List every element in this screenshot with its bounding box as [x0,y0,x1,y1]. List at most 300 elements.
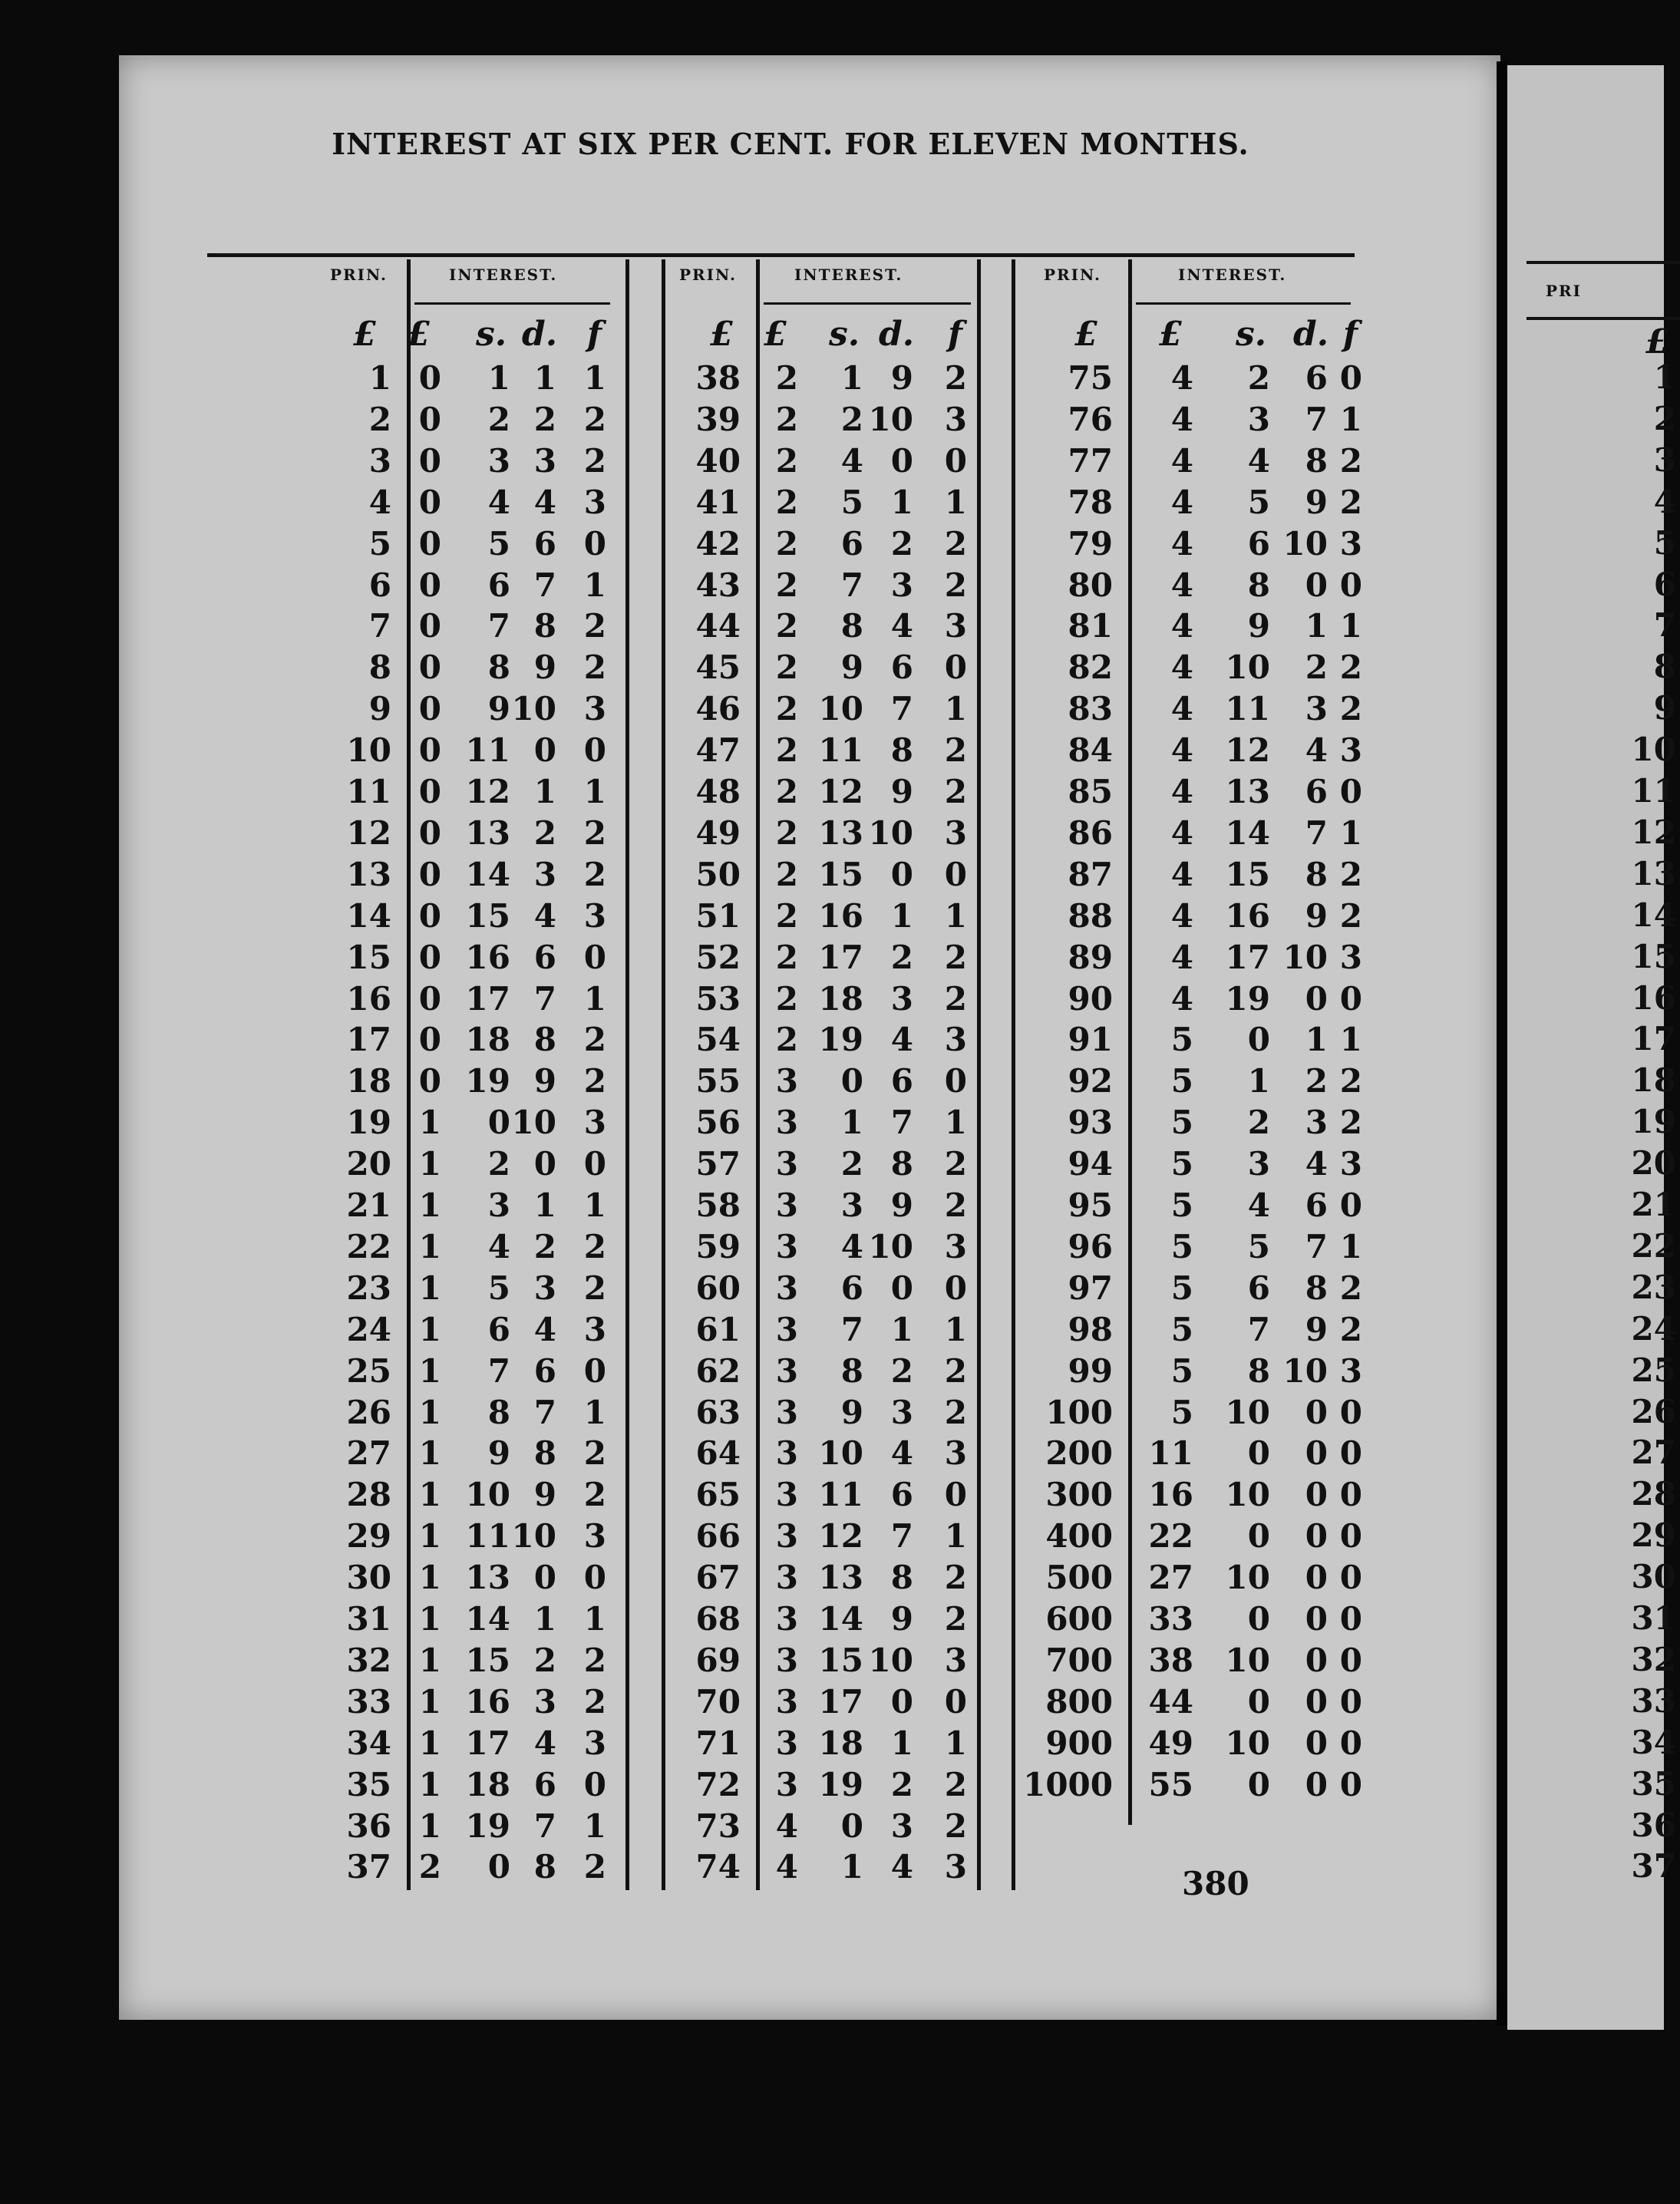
shillings-cell: 1 [840,1104,863,1142]
pence-cell: 6 [890,1476,913,1514]
farthings-cell: 2 [583,441,606,480]
principal-cell: 18 [346,1062,391,1100]
principal-cell: 36 [346,1806,391,1845]
principal-cell: 57 [695,1145,741,1183]
shillings-cell: 9 [487,690,510,728]
pence-cell: 0 [1305,1641,1328,1679]
pounds-cell: 2 [775,731,798,770]
farthings-cell: 3 [583,1517,606,1556]
shillings-cell: 14 [1225,813,1270,852]
pence-cell: 1 [1305,607,1328,645]
farthings-cell: 3 [583,896,606,935]
farthings-cell: 0 [583,938,606,976]
table-row [0,1143,1664,1185]
farthings-cell: 2 [944,1559,967,1597]
interest-header: INTEREST. [794,266,903,284]
pounds-cell: 0 [418,896,441,935]
pence-cell: 10 [1282,938,1328,976]
principal-cell: 78 [1068,483,1113,521]
farthings-cell: 2 [944,1393,967,1431]
pence-cell: 7 [533,979,556,1018]
pence-cell: 0 [1305,566,1328,604]
table-row [0,440,1664,482]
shilling-symbol: s. [476,315,507,354]
principal-cell: 71 [695,1724,741,1762]
farthings-cell: 2 [1339,441,1362,480]
shillings-cell: 11 [465,731,510,770]
pence-cell: 1 [533,1600,556,1638]
principal-cell: 5 [368,524,391,563]
shillings-cell: 3 [1247,1145,1270,1183]
shillings-cell: 12 [818,1517,863,1556]
principal-cell: 46 [695,690,741,728]
farthings-cell: 1 [583,359,606,397]
pence-cell: 2 [890,1765,913,1803]
pence-cell: 3 [1305,690,1328,728]
table-row [0,1640,1664,1681]
next-page-principal: 26 [1631,1392,1676,1430]
shillings-cell: 6 [840,524,863,563]
pence-cell: 6 [533,1765,556,1803]
next-page-principal: 18 [1631,1061,1676,1100]
farthings-cell: 3 [583,483,606,521]
principal-cell: 63 [695,1393,741,1431]
pounds-cell: 1 [418,1806,441,1845]
pence-cell: 0 [1305,1724,1328,1762]
shillings-cell: 17 [818,1682,863,1721]
pounds-cell: 1 [418,1724,441,1762]
table-row [0,813,1664,854]
shillings-cell: 10 [1225,1641,1270,1679]
principal-pound-symbol: £ [353,315,377,354]
pence-cell: 7 [1305,400,1328,438]
next-page-pound-symbol: £ [1645,322,1669,361]
pounds-cell: 27 [1148,1559,1193,1597]
pence-cell: 1 [890,1310,913,1348]
shillings-cell: 1 [840,359,863,397]
pounds-cell: 4 [1170,938,1193,976]
pence-cell: 2 [890,1351,913,1390]
pounds-cell: 5 [1170,1227,1193,1265]
pence-cell: 4 [533,483,556,521]
pounds-cell: 2 [775,979,798,1018]
pounds-cell: 11 [1148,1434,1193,1473]
pounds-cell: 2 [775,648,798,687]
farthings-cell: 0 [1339,1641,1362,1679]
farthings-cell: 0 [1339,1724,1362,1762]
farthing-symbol: f [1343,315,1358,354]
shillings-cell: 13 [465,813,510,852]
interest-pound-symbol: £ [1159,315,1183,354]
shillings-cell: 5 [487,1269,510,1307]
next-page-principal: 11 [1631,772,1676,810]
principal-cell: 29 [346,1517,391,1556]
farthings-cell: 1 [944,483,967,521]
next-page-principal: 16 [1631,978,1676,1017]
shillings-cell: 3 [840,1186,863,1224]
principal-cell: 88 [1068,896,1113,935]
farthing-symbol: f [948,315,962,354]
pence-cell: 2 [533,813,556,852]
pence-cell: 7 [533,1393,556,1431]
farthings-cell: 2 [944,979,967,1018]
next-page-principal: 24 [1631,1309,1676,1348]
farthings-cell: 1 [944,1310,967,1348]
pence-cell: 2 [533,400,556,438]
principal-cell: 52 [695,938,741,976]
shillings-cell: 2 [840,400,863,438]
shillings-cell: 9 [840,1393,863,1431]
shillings-cell: 3 [487,441,510,480]
next-page-principal: 3 [1653,440,1676,479]
farthings-cell: 3 [1339,1145,1362,1183]
farthings-cell: 0 [944,1062,967,1100]
next-page-principal: 20 [1631,1144,1676,1183]
table-row [0,1351,1664,1392]
pence-cell: 4 [533,896,556,935]
farthings-cell: 3 [583,1724,606,1762]
principal-cell: 800 [1045,1682,1113,1721]
principal-cell: 96 [1068,1227,1113,1265]
farthings-cell: 1 [583,773,606,810]
shillings-cell: 18 [465,1765,510,1803]
pounds-cell: 3 [775,1600,798,1638]
farthings-cell: 3 [944,1848,967,1886]
next-page-principal: 27 [1631,1434,1676,1472]
interest-header-rule [414,302,610,305]
table-row [0,1433,1664,1474]
farthings-cell: 0 [944,855,967,893]
principal-cell: 24 [346,1310,391,1348]
shillings-cell: 11 [1225,690,1270,728]
farthings-cell: 1 [583,1393,606,1431]
principal-cell: 85 [1068,773,1113,810]
shillings-cell: 6 [840,1269,863,1307]
shillings-cell: 10 [818,690,863,728]
principal-cell: 54 [695,1021,741,1059]
farthings-cell: 0 [944,1476,967,1514]
pence-cell: 9 [890,1600,913,1638]
farthings-cell: 0 [944,441,967,480]
next-page-principal: 15 [1631,937,1676,975]
farthings-cell: 2 [1339,1104,1362,1142]
farthings-cell: 3 [1339,524,1362,563]
pence-cell: 10 [868,813,913,852]
farthings-cell: 0 [583,1145,606,1183]
principal-cell: 20 [346,1145,391,1183]
principal-cell: 80 [1068,566,1113,604]
shillings-cell: 13 [465,1559,510,1597]
farthings-cell: 1 [583,1600,606,1638]
farthings-cell: 2 [583,400,606,438]
pounds-cell: 4 [1170,441,1193,480]
pounds-cell: 3 [775,1186,798,1224]
pounds-cell: 2 [775,773,798,810]
pounds-cell: 2 [775,690,798,728]
farthings-cell: 2 [1339,648,1362,687]
farthings-cell: 0 [1339,1682,1362,1721]
shillings-cell: 18 [465,1021,510,1059]
principal-cell: 68 [695,1600,741,1638]
pence-cell: 0 [1305,1434,1328,1473]
pounds-cell: 3 [775,1104,798,1142]
table-row [0,1474,1664,1516]
farthings-cell: 3 [944,607,967,645]
pounds-cell: 4 [1170,773,1193,810]
pence-cell: 9 [533,648,556,687]
shillings-cell: 14 [818,1600,863,1638]
next-page-principal: 8 [1653,648,1676,686]
shillings-cell: 19 [465,1806,510,1845]
pounds-cell: 3 [775,1476,798,1514]
pence-cell: 2 [1305,648,1328,687]
pence-cell: 0 [533,1145,556,1183]
principal-cell: 41 [695,483,741,521]
shilling-symbol: s. [829,315,860,354]
principal-cell: 60 [695,1269,741,1307]
principal-cell: 14 [346,896,391,935]
principal-cell: 91 [1068,1021,1113,1059]
pounds-cell: 0 [418,566,441,604]
pounds-cell: 2 [418,1848,441,1886]
shillings-cell: 0 [1247,1517,1270,1556]
farthings-cell: 0 [1339,1517,1362,1556]
pence-cell: 1 [533,773,556,810]
shillings-cell: 1 [487,359,510,397]
principal-cell: 12 [346,813,391,852]
table-row [0,688,1664,730]
pence-cell: 8 [533,1848,556,1886]
principal-cell: 72 [695,1765,741,1803]
shillings-cell: 7 [487,1351,510,1390]
next-page-principal: 33 [1631,1681,1676,1720]
pence-cell: 9 [533,1062,556,1100]
principal-cell: 99 [1068,1351,1113,1390]
next-page-principal: 21 [1631,1186,1676,1223]
shillings-cell: 17 [818,938,863,976]
pounds-cell: 0 [418,1021,441,1059]
principal-cell: 37 [346,1848,391,1886]
next-page-principal: 2 [1653,399,1676,437]
shillings-cell: 0 [1247,1434,1270,1473]
pounds-cell: 0 [418,400,441,438]
pence-cell: 2 [533,1227,556,1265]
principal-cell: 2 [368,400,391,438]
shillings-cell: 4 [487,1227,510,1265]
table-row [0,1061,1664,1102]
shillings-cell: 1 [840,1848,863,1886]
pence-cell: 3 [1305,1104,1328,1142]
farthing-symbol: f [587,315,602,354]
farthings-cell: 2 [1339,1062,1362,1100]
pence-cell: 1 [533,1186,556,1224]
shillings-cell: 2 [487,400,510,438]
shillings-cell: 16 [818,896,863,935]
pence-cell: 8 [1305,855,1328,893]
table-row [0,1185,1664,1226]
pounds-cell: 4 [1170,483,1193,521]
pence-cell: 0 [533,731,556,770]
next-page-principal: 7 [1653,606,1676,645]
farthings-cell: 3 [583,690,606,728]
principal-cell: 55 [695,1062,741,1100]
principal-cell: 16 [346,979,391,1018]
shillings-cell: 2 [1247,359,1270,397]
pounds-cell: 0 [418,607,441,645]
shillings-cell: 5 [1247,1227,1270,1265]
principal-cell: 31 [346,1600,391,1638]
principal-cell: 84 [1068,731,1113,770]
farthings-cell: 0 [944,1269,967,1307]
pounds-cell: 3 [775,1145,798,1183]
farthings-cell: 2 [1339,1269,1362,1307]
principal-cell: 87 [1068,855,1113,893]
principal-cell: 7 [368,607,391,645]
shillings-cell: 16 [1225,896,1270,935]
table-row [0,896,1664,937]
pence-symbol: d. [1293,315,1329,354]
farthings-cell: 2 [944,359,967,397]
principal-cell: 33 [346,1682,391,1721]
farthings-cell: 2 [944,1145,967,1183]
pounds-cell: 2 [775,896,798,935]
pounds-cell: 3 [775,1269,798,1307]
principal-cell: 28 [346,1476,391,1514]
farthings-cell: 2 [944,1600,967,1638]
table-row [0,1764,1664,1806]
pounds-cell: 4 [1170,400,1193,438]
pounds-cell: 0 [418,359,441,397]
next-page-principal: 35 [1631,1764,1676,1803]
shillings-cell: 19 [818,1021,863,1059]
pence-cell: 2 [890,938,913,976]
table-row [0,1268,1664,1309]
table-row [0,358,1664,399]
farthings-cell: 0 [583,524,606,563]
shillings-cell: 8 [1247,1351,1270,1390]
next-page-header: PRI [1546,282,1583,300]
next-page-principal: 14 [1631,896,1676,934]
interest-pound-symbol: £ [407,315,431,354]
farthings-cell: 1 [1339,1021,1362,1059]
pounds-cell: 1 [418,1641,441,1679]
shillings-cell: 15 [465,896,510,935]
farthings-cell: 2 [1339,1310,1362,1348]
pounds-cell: 5 [1170,1062,1193,1100]
table-row [0,1226,1664,1268]
farthings-cell: 1 [583,566,606,604]
pence-cell: 8 [1305,1269,1328,1307]
farthings-cell: 1 [944,896,967,935]
shillings-cell: 14 [465,855,510,893]
table-row [0,937,1664,978]
farthings-cell: 3 [583,1310,606,1348]
shillings-cell: 12 [465,773,510,810]
pence-cell: 3 [890,979,913,1018]
pounds-cell: 1 [418,1476,441,1514]
pence-cell: 6 [1305,773,1328,810]
shillings-cell: 8 [840,607,863,645]
principal-cell: 48 [695,773,741,810]
pounds-cell: 0 [418,524,441,563]
next-page-principal: 1 [1653,358,1676,396]
farthings-cell: 0 [1339,1434,1362,1473]
shillings-cell: 0 [1247,1600,1270,1638]
farthings-cell: 2 [944,1765,967,1803]
principal-cell: 94 [1068,1145,1113,1183]
shillings-cell: 14 [465,1600,510,1638]
shillings-cell: 0 [487,1848,510,1886]
principal-cell: 22 [346,1227,391,1265]
farthings-cell: 2 [583,1641,606,1679]
pence-cell: 0 [890,1682,913,1721]
pounds-cell: 3 [775,1641,798,1679]
shillings-cell: 6 [487,1310,510,1348]
pounds-cell: 0 [418,773,441,810]
next-page-principal: 25 [1631,1351,1676,1389]
pounds-cell: 55 [1148,1765,1193,1803]
pounds-cell: 4 [1170,607,1193,645]
farthings-cell: 0 [1339,1186,1362,1224]
principal-cell: 95 [1068,1186,1113,1224]
pence-cell: 6 [1305,359,1328,397]
shillings-cell: 0 [840,1062,863,1100]
pence-cell: 3 [890,1393,913,1431]
pounds-cell: 4 [1170,813,1193,852]
farthings-cell: 2 [583,1062,606,1100]
farthings-cell: 2 [944,1351,967,1390]
table-row [0,978,1664,1020]
pence-cell: 9 [890,1186,913,1224]
pounds-cell: 1 [418,1559,441,1597]
pence-cell: 0 [890,1269,913,1307]
next-page-principal: 19 [1631,1103,1676,1141]
principal-cell: 17 [346,1021,391,1059]
pence-cell: 0 [1305,979,1328,1018]
farthings-cell: 0 [1339,773,1362,810]
farthings-cell: 2 [583,1682,606,1721]
principal-cell: 97 [1068,1269,1113,1307]
shillings-cell: 18 [818,979,863,1018]
shillings-cell: 17 [1225,938,1270,976]
farthings-cell: 3 [1339,938,1362,976]
pence-cell: 8 [533,1021,556,1059]
farthings-cell: 2 [583,648,606,687]
farthings-cell: 2 [1339,690,1362,728]
shillings-cell: 15 [818,1641,863,1679]
shillings-cell: 7 [840,566,863,604]
shillings-cell: 8 [840,1351,863,1390]
interest-pound-symbol: £ [764,315,787,354]
table-row [0,565,1664,606]
pence-cell: 6 [1305,1186,1328,1224]
pounds-cell: 4 [1170,855,1193,893]
farthings-cell: 0 [944,1682,967,1721]
pence-cell: 8 [533,607,556,645]
principal-cell: 62 [695,1351,741,1390]
principal-header: PRIN. [679,266,737,284]
shillings-cell: 15 [1225,855,1270,893]
table-row [0,1599,1664,1640]
shillings-cell: 6 [1247,524,1270,563]
shillings-cell: 16 [465,938,510,976]
pounds-cell: 44 [1148,1682,1193,1721]
table-row [0,1806,1664,1847]
farthings-cell: 2 [1339,855,1362,893]
next-page-principal: 36 [1631,1806,1676,1844]
principal-cell: 65 [695,1476,741,1514]
farthings-cell: 2 [583,1021,606,1059]
